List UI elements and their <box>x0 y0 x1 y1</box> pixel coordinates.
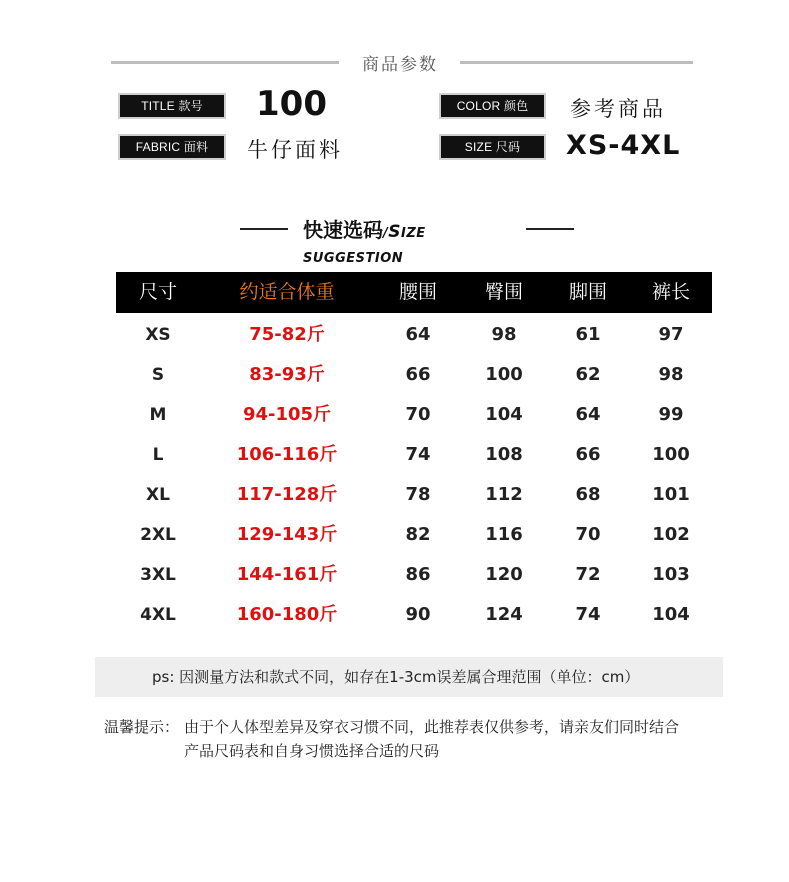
cell-length: 103 <box>652 564 690 585</box>
tips-line-1: 由于个人体型差异及穿衣习惯不同，此推荐表仅供参考，请亲友们同时结合 <box>184 718 680 736</box>
cell-waist: 86 <box>405 564 431 585</box>
table-row <box>116 475 712 515</box>
cell-hip: 108 <box>485 444 523 465</box>
cell-length: 101 <box>652 484 690 505</box>
table-row <box>116 395 712 435</box>
cell-length: 104 <box>652 604 690 625</box>
cell-waist: 74 <box>405 444 431 465</box>
cell-length: 99 <box>658 404 684 425</box>
cell-leg-opening: 70 <box>575 524 601 545</box>
cell-leg-opening: 68 <box>575 484 601 505</box>
cell-size: S <box>151 365 165 385</box>
cell-weight: 94-105斤 <box>242 404 332 425</box>
table-row <box>116 355 712 395</box>
cell-hip: 112 <box>485 484 523 505</box>
cell-waist: 78 <box>405 484 431 505</box>
cell-size: M <box>149 405 167 425</box>
ps-note <box>95 657 723 697</box>
header-waist: 腰围 <box>398 281 437 303</box>
table-row <box>116 515 712 555</box>
cell-waist: 70 <box>405 404 431 425</box>
cell-leg-opening: 74 <box>575 604 601 625</box>
cell-hip: 98 <box>491 324 517 345</box>
suggestion-cn: 快速选码 <box>303 218 383 242</box>
color-tag: COLOR 颜色 <box>441 95 544 117</box>
ps-note-text: ps: 因测量方法和款式不同，如存在1-3cm误差属合理范围（单位：cm） <box>152 668 640 686</box>
cell-size: 3XL <box>140 565 176 585</box>
cell-size: XL <box>146 485 170 505</box>
cell-size: XS <box>145 325 171 345</box>
header-size: 尺寸 <box>138 281 177 303</box>
cell-leg-opening: 66 <box>575 444 601 465</box>
cell-length: 98 <box>658 364 684 385</box>
table-row <box>116 315 712 355</box>
size-value: XS-4XL <box>566 130 681 161</box>
cell-size: 4XL <box>140 605 176 625</box>
size-table-header <box>116 272 712 313</box>
cell-waist: 82 <box>405 524 431 545</box>
cell-hip: 120 <box>485 564 523 585</box>
header-rule-right <box>460 61 693 64</box>
suggestion-slash: / <box>383 226 389 241</box>
cell-weight: 75-82斤 <box>249 324 325 345</box>
cell-hip: 124 <box>485 604 523 625</box>
color-value: 参考商品 <box>570 97 666 121</box>
suggestion-rule-left <box>240 228 288 230</box>
cell-weight: 106-116斤 <box>236 444 338 465</box>
table-row <box>116 595 712 635</box>
suggestion-rule-right <box>526 228 574 230</box>
cell-weight: 129-143斤 <box>236 524 338 545</box>
section-title: 商品参数 <box>362 55 438 75</box>
cell-weight: 117-128斤 <box>236 484 338 505</box>
cell-weight: 83-93斤 <box>249 364 325 385</box>
suggestion-en-cap: S <box>388 222 401 242</box>
cell-leg-opening: 61 <box>575 324 601 345</box>
cell-leg-opening: 72 <box>575 564 601 585</box>
header-rule-left <box>111 61 339 64</box>
cell-weight: 160-180斤 <box>236 604 338 625</box>
cell-length: 102 <box>652 524 690 545</box>
table-row <box>116 435 712 475</box>
size-tag: SIZE 尺码 <box>441 136 544 158</box>
header-hip: 臀围 <box>484 281 523 303</box>
cell-waist: 66 <box>405 364 431 385</box>
cell-length: 100 <box>652 444 690 465</box>
tips-label: 温馨提示： <box>104 718 180 736</box>
tips-line-2: 产品尺码表和自身习惯选择合适的尺码 <box>184 742 440 760</box>
cell-size: L <box>152 445 164 465</box>
cell-hip: 116 <box>485 524 523 545</box>
cell-hip: 100 <box>485 364 523 385</box>
cell-leg-opening: 64 <box>575 404 601 425</box>
cell-leg-opening: 62 <box>575 364 601 385</box>
header-leg-opening: 脚围 <box>568 281 607 303</box>
suggestion-en-rest: IZE SUGGESTION <box>303 226 426 266</box>
cell-hip: 104 <box>485 404 523 425</box>
header-length: 裤长 <box>651 281 690 303</box>
fabric-tag: FABRIC 面料 <box>120 136 224 158</box>
title-tag: TITLE 款号 <box>120 95 224 117</box>
cell-weight: 144-161斤 <box>236 564 338 585</box>
cell-length: 97 <box>658 324 684 345</box>
size-suggestion-title <box>303 214 523 267</box>
header-weight: 约适合体重 <box>239 281 335 303</box>
title-value: 100 <box>256 84 327 124</box>
cell-waist: 64 <box>405 324 431 345</box>
cell-waist: 90 <box>405 604 431 625</box>
cell-size: 2XL <box>140 525 176 545</box>
fabric-value: 牛仔面料 <box>247 138 343 162</box>
table-row <box>116 555 712 595</box>
